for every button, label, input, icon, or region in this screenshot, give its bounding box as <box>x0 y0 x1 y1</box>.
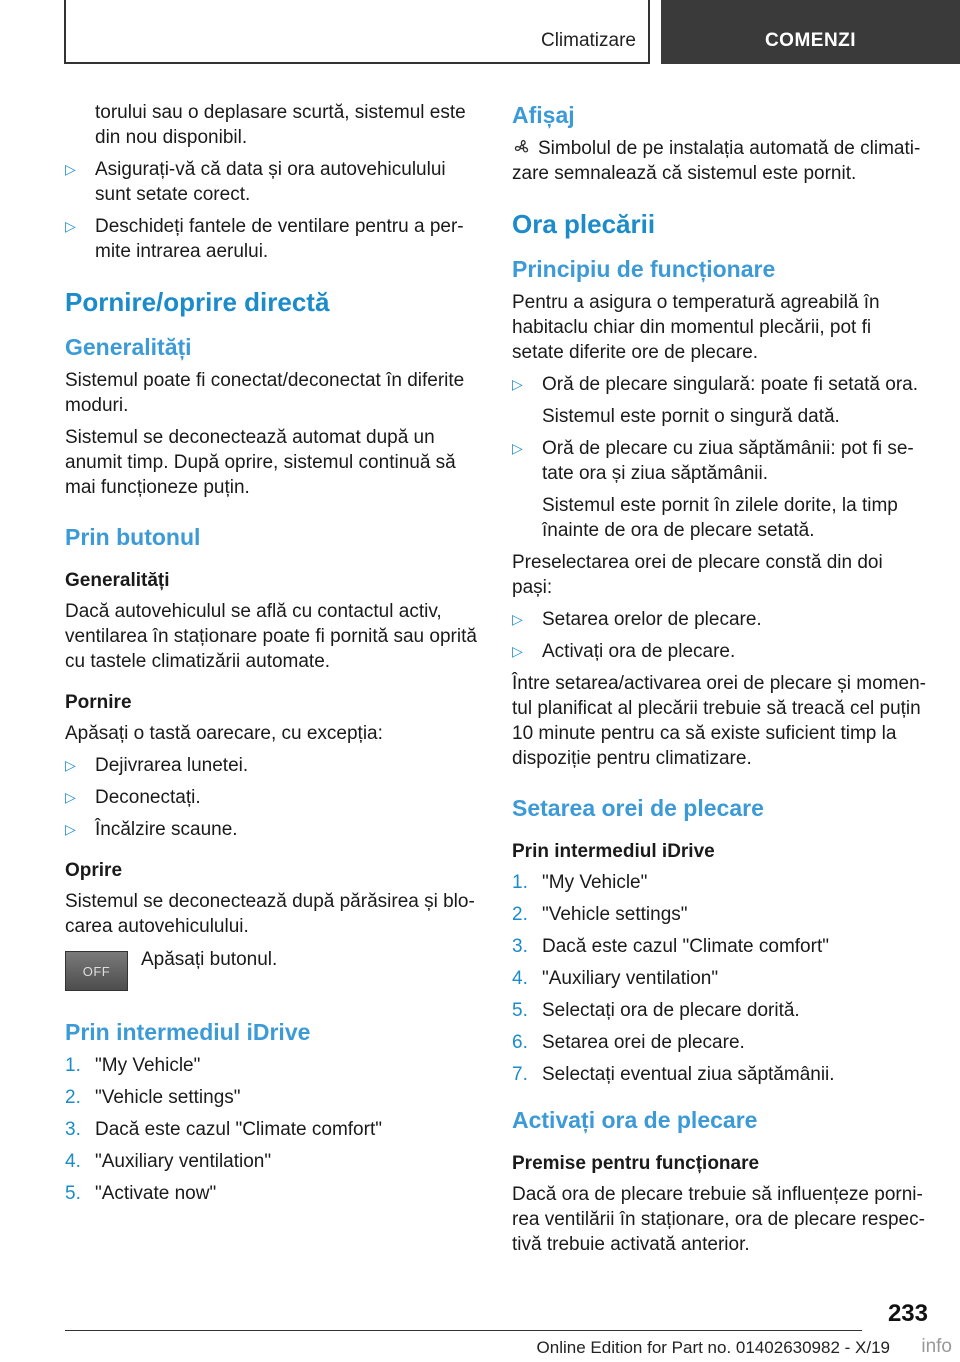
list-item: ▷ Dejivrarea lunetei. <box>65 753 477 778</box>
list-item: 3. Dacă este cazul "Climate comfort" <box>512 936 829 957</box>
list-item: ▷ Setarea orelor de plecare. <box>512 607 926 632</box>
set-departure-steps <box>512 870 926 1087</box>
interval-text: Între setarea/activarea orei de plecare și momentul planificat al plecării trebuie să treacă cel puțin 10 minute pentru ca să existe suficient timp la dispoziție pentru climatizare. <box>512 673 926 769</box>
start-text: Apăsați o tastă oarecare, cu excepția: <box>65 723 383 744</box>
list-item: 6. Setarea orei de plecare. <box>512 1032 745 1053</box>
weekday-departure-note: Sistemul este pornit în zilele dorite, la timp înainte de ora de plecare setată. <box>542 495 898 541</box>
footer-watermark: info <box>921 1336 952 1357</box>
prep-list <box>65 157 477 264</box>
list-item: 5. Selectați ora de plecare dorită. <box>512 1000 800 1021</box>
preselect-steps <box>512 607 926 664</box>
exceptions-list <box>65 753 477 842</box>
triangle-bullet-icon <box>65 157 76 182</box>
subheading-start: Pornire <box>65 692 132 713</box>
list-item: 5. "Activate now" <box>65 1183 217 1204</box>
right-column <box>512 100 926 1264</box>
list-item: 2. "Vehicle settings" <box>65 1087 241 1108</box>
triangle-bullet-icon <box>65 817 76 842</box>
triangle-bullet-icon <box>65 753 76 778</box>
list-item: ▷ Oră de plecare singulară: poate fi setată ora. <box>512 372 926 397</box>
subheading-stop: Oprire <box>65 860 123 881</box>
heading-display: Afișaj <box>512 102 575 128</box>
heading-set-departure: Setarea orei de plecare <box>512 795 764 821</box>
section-title: Climatizare <box>540 30 636 51</box>
heading-activate-departure: Activați ora de plecare <box>512 1107 758 1133</box>
preselect-text: Preselectarea orei de plecare constă din doi pași: <box>512 552 883 598</box>
off-button-row <box>65 947 477 1003</box>
list-item: 4. "Auxiliary ventilation" <box>65 1151 272 1172</box>
list-item: ▷ Deconectați. <box>65 785 477 810</box>
principle-text: Pentru a asigura o temperatură agreabilă în habitaclu chiar din momentul plecării, pot fi setate diferite ore de plecare. <box>512 292 880 363</box>
heading-departure-time: Ora plecării <box>512 209 656 239</box>
off-button-image: OFF <box>65 951 128 991</box>
left-column <box>65 100 477 1213</box>
fan-icon <box>512 138 532 156</box>
list-item: ▷ Oră de plecare cu ziua săptămânii: pot fi setate ora și ziua săptămânii. <box>512 436 926 486</box>
footer-divider <box>65 1330 862 1331</box>
subheading-prerequisites: Premise pentru funcționare <box>512 1153 760 1174</box>
triangle-bullet-icon <box>512 639 523 664</box>
general-text-2: Sistemul se deconectează automat după un anumit timp. După oprire, sistemul continuă să mai funcționeze puțin. <box>65 427 456 498</box>
heading-direct-start-stop: Pornire/oprire directă <box>65 287 330 317</box>
subheading-via-idrive: Prin intermediul iDrive <box>512 841 715 862</box>
triangle-bullet-icon <box>65 214 76 239</box>
list-item: 1. "My Vehicle" <box>512 872 648 893</box>
list-item: ▷ Activați ora de plecare. <box>512 639 926 664</box>
stop-text: Sistemul se deconectează după părăsirea și blocarea autovehiculului. <box>65 891 475 937</box>
single-departure-note: Sistemul este pornit o singură dată. <box>542 406 840 427</box>
list-item: 4. "Auxiliary ventilation" <box>512 968 719 989</box>
list-item: 7. Selectați eventual ziua săptămânii. <box>512 1064 835 1085</box>
heading-general: Generalități <box>65 334 192 360</box>
subheading-general: Generalități <box>65 570 170 591</box>
general-text-1: Sistemul poate fi conectat/deconectat în diferite moduri. <box>65 370 465 416</box>
button-text: Dacă autovehiculul se află cu contactul activ, ventilarea în staționare poate fi pornită sau oprită cu tastele climatizării automate. <box>65 601 477 672</box>
chapter-tab[interactable] <box>661 0 960 64</box>
triangle-bullet-icon <box>65 785 76 810</box>
departure-types-list <box>512 372 926 397</box>
triangle-bullet-icon <box>512 436 523 461</box>
heading-principle: Principiu de funcționare <box>512 256 776 282</box>
heading-via-button: Prin butonul <box>65 524 201 550</box>
list-item: 2. "Vehicle settings" <box>512 904 688 925</box>
intro-text: torului sau o deplasare scurtă, sistemul este din nou disponibil. <box>95 102 466 148</box>
list-item: ▷ Încălzire scaune. <box>65 817 477 842</box>
list-item: 3. Dacă este cazul "Climate comfort" <box>65 1119 382 1140</box>
off-button-text: Apăsați butonul. <box>141 949 278 970</box>
triangle-bullet-icon <box>512 372 523 397</box>
triangle-bullet-icon <box>512 607 523 632</box>
display-text: Simbolul de pe instalația automată de climatizare semnalează că sistemul este pornit. <box>512 138 921 184</box>
list-item: ▷ Deschideți fantele de ventilare pentru a permite intrarea aerului. <box>65 214 477 264</box>
chapter-tab-label: COMENZI <box>764 30 857 51</box>
footer-edition: Online Edition for Part no. 01402630982 - X/19 <box>536 1338 890 1357</box>
idrive-steps <box>65 1053 477 1206</box>
heading-via-idrive: Prin intermediul iDrive <box>65 1019 311 1045</box>
list-item: 1. "My Vehicle" <box>65 1055 201 1076</box>
prerequisites-text: Dacă ora de plecare trebuie să influențeze pornirea ventilării în staționare, ora de plecare respectivă trebuie activată anterior. <box>512 1184 925 1255</box>
page-number: 233 <box>887 1300 928 1327</box>
departure-types-list-2 <box>512 436 926 486</box>
list-item: ▷ Asigurați-vă că data și ora autovehiculului sunt setate corect. <box>65 157 477 207</box>
